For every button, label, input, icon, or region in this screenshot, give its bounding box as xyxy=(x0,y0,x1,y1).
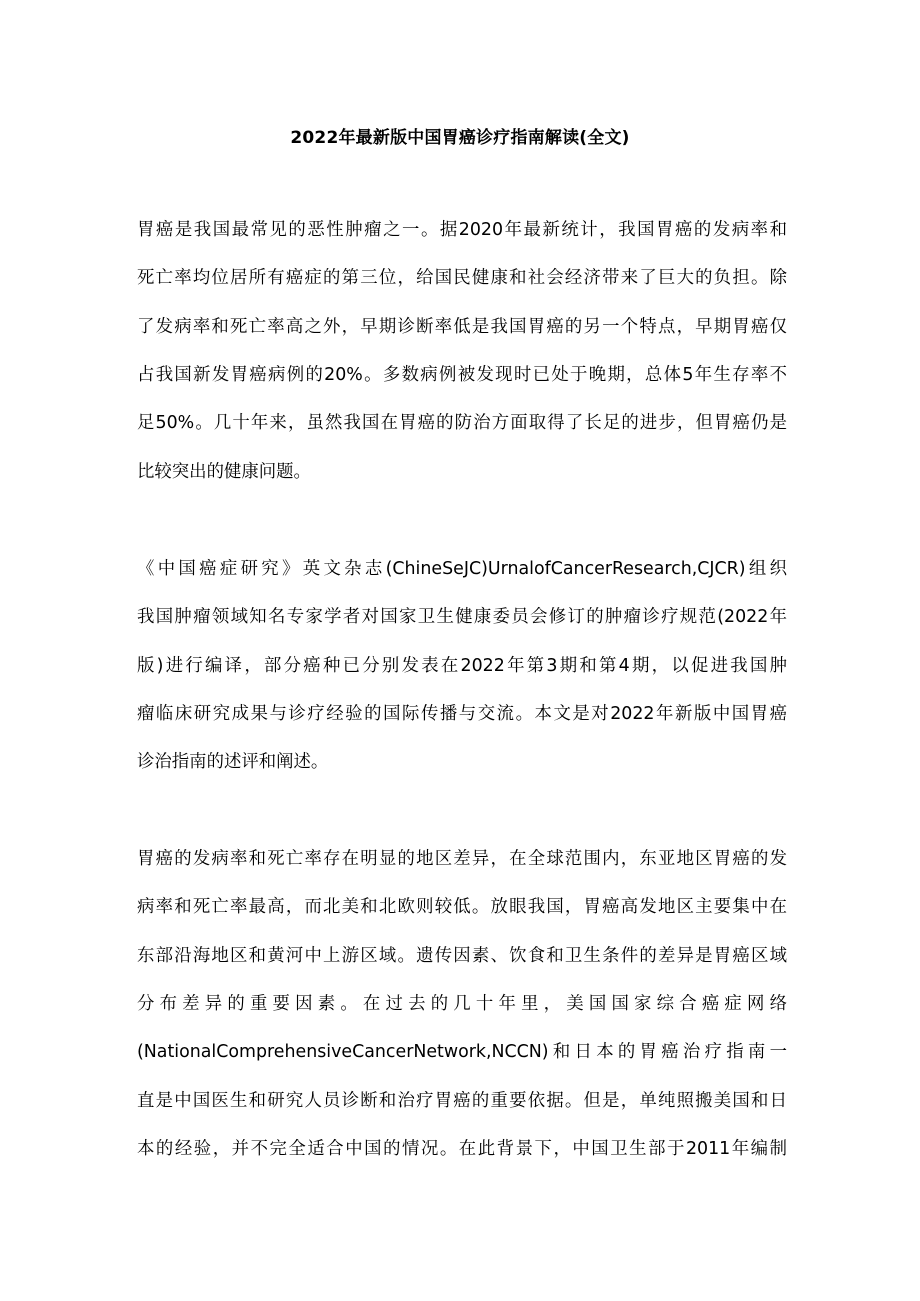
paragraph-2-line-2: 我国肿瘤领域知名专家学者对国家卫生健康委员会修订的肿瘤诊疗规范(2022年 xyxy=(137,607,787,627)
paragraph-1-line-1: 胃癌是我国最常见的恶性肿瘤之一。据2020年最新统计，我国胃癌的发病率和 xyxy=(137,220,787,240)
paragraph-3-line-5: (NationalComprehensiveCancerNetwork,NCCN)和日本的胃癌治疗指南一 xyxy=(137,1042,787,1062)
paragraph-3-line-2: 病率和死亡率最高，而北美和北欧则较低。放眼我国，胃癌高发地区主要集中在 xyxy=(137,897,787,917)
paragraph-2-line-4: 瘤临床研究成果与诊疗经验的国际传播与交流。本文是对2022年新版中国胃癌 xyxy=(137,704,787,724)
paragraph-2-line-1: 《中国癌症研究》英文杂志(ChineSeJC)UrnalofCancerResearch,CJCR)组织 xyxy=(137,559,787,579)
paragraph-2-line-3: 版)进行编译，部分癌种已分别发表在2022年第3期和第4期，以促进我国肿 xyxy=(137,656,787,676)
paragraph-3-line-7: 本的经验，并不完全适合中国的情况。在此背景下，中国卫生部于2011年编制 xyxy=(137,1139,787,1159)
document-title: 2022年最新版中国胃癌诊疗指南解读(全文) xyxy=(290,128,630,148)
paragraph-1-line-5: 足50%。几十年来，虽然我国在胃癌的防治方面取得了长足的进步，但胃癌仍是 xyxy=(137,413,787,433)
paragraph-3-line-3: 东部沿海地区和黄河中上游区域。遗传因素、饮食和卫生条件的差异是胃癌区域 xyxy=(137,946,787,966)
paragraph-1-line-3: 了发病率和死亡率高之外，早期诊断率低是我国胃癌的另一个特点，早期胃癌仅 xyxy=(137,317,787,337)
paragraph-3-line-4: 分布差异的重要因素。在过去的几十年里，美国国家综合癌症网络 xyxy=(137,994,787,1014)
paragraph-3-line-6: 直是中国医生和研究人员诊断和治疗胃癌的重要依据。但是，单纯照搬美国和日 xyxy=(137,1091,787,1111)
paragraph-2-line-5: 诊治指南的述评和阐述。 xyxy=(137,752,329,772)
paragraph-1-line-4: 占我国新发胃癌病例的20%。多数病例被发现时已处于晚期，总体5年生存率不 xyxy=(137,365,787,385)
paragraph-1-line-6: 比较突出的健康问题。 xyxy=(137,462,311,482)
paragraph-1-line-2: 死亡率均位居所有癌症的第三位，给国民健康和社会经济带来了巨大的负担。除 xyxy=(137,268,787,288)
paragraph-3-line-1: 胃癌的发病率和死亡率存在明显的地区差异，在全球范围内，东亚地区胃癌的发 xyxy=(137,849,787,869)
